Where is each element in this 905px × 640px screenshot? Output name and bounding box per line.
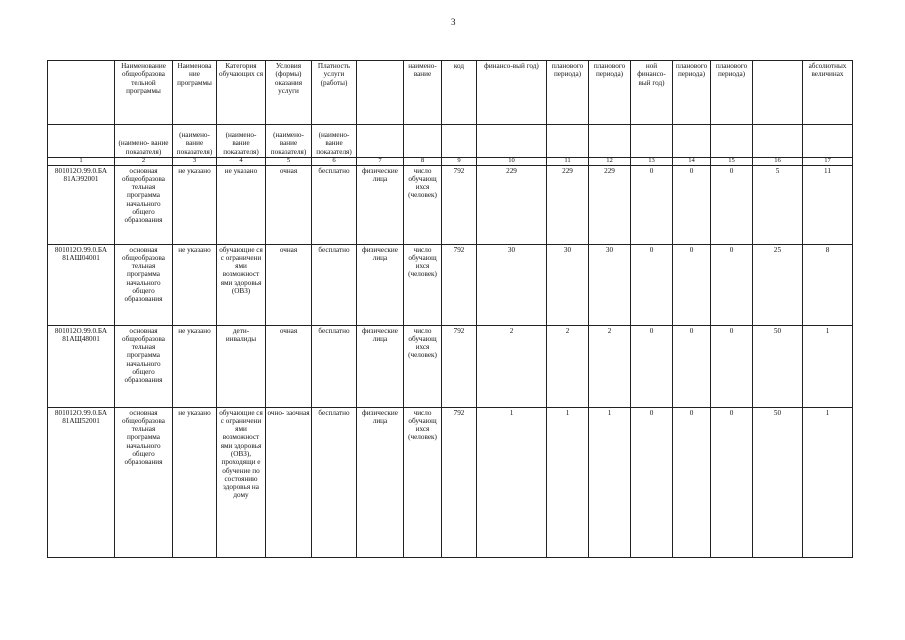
table-cell: 0 bbox=[711, 165, 753, 244]
header-cell: Категория обучающих ся bbox=[217, 61, 266, 125]
column-number: 7 bbox=[357, 158, 404, 166]
column-number: 2 bbox=[115, 158, 173, 166]
table-row bbox=[48, 244, 853, 325]
table-cell: очная bbox=[266, 244, 312, 325]
table-cell: 792 bbox=[442, 407, 477, 557]
table-cell: 50 bbox=[753, 407, 803, 557]
column-number: 10 bbox=[477, 158, 547, 166]
table-cell: основная общеобразова тельная программа начального общего образования bbox=[115, 325, 173, 407]
header-cell bbox=[631, 125, 673, 158]
table-cell: обучающие ся с ограничени ями возможност ями здоровья (ОВЗ), проходящи е обучение по состоянию здоровья на дому bbox=[217, 407, 266, 557]
table-cell: 0 bbox=[711, 407, 753, 557]
table-cell: 25 bbox=[753, 244, 803, 325]
column-number: 16 bbox=[753, 158, 803, 166]
table-cell: основная общеобразова тельная программа начального общего образования bbox=[115, 407, 173, 557]
column-number: 3 bbox=[173, 158, 217, 166]
header-cell bbox=[442, 125, 477, 158]
header-cell: наимено- вание bbox=[404, 61, 442, 125]
table-cell: бесплатно bbox=[312, 325, 357, 407]
table-cell: очная bbox=[266, 165, 312, 244]
table-cell: 5 bbox=[753, 165, 803, 244]
table-cell: число обучающ ихся (человек) bbox=[404, 244, 442, 325]
table-cell: число обучающ ихся (человек) bbox=[404, 165, 442, 244]
table-cell: 8 bbox=[803, 244, 853, 325]
header-cell bbox=[357, 61, 404, 125]
registry-number-cell: 801012О.99.0.БА 81АШ04001 bbox=[48, 244, 115, 325]
header-cell: планового периода) bbox=[711, 61, 753, 125]
table-cell: 0 bbox=[673, 165, 711, 244]
table-cell: не указано bbox=[173, 407, 217, 557]
column-number: 17 bbox=[803, 158, 853, 166]
table-cell: дети- инвалиды bbox=[217, 325, 266, 407]
table-cell: 792 bbox=[442, 325, 477, 407]
column-number-row bbox=[48, 158, 853, 166]
header-cell bbox=[48, 125, 115, 158]
table-cell: 1 bbox=[547, 407, 589, 557]
table-cell: 0 bbox=[631, 325, 673, 407]
table-cell: основная общеобразова тельная программа начального общего образования bbox=[115, 244, 173, 325]
header-cell bbox=[404, 125, 442, 158]
header-cell: планового периода) bbox=[589, 61, 631, 125]
page-number: 3 bbox=[451, 17, 456, 27]
column-number: 4 bbox=[217, 158, 266, 166]
table-cell: 1 bbox=[477, 407, 547, 557]
column-number: 9 bbox=[442, 158, 477, 166]
header-cell: Платность услуги (работы) bbox=[312, 61, 357, 125]
table-cell: 0 bbox=[673, 244, 711, 325]
header-cell: (наимено- вание показателя) bbox=[115, 125, 173, 158]
table-cell: 30 bbox=[477, 244, 547, 325]
table-cell: физические лица bbox=[357, 165, 404, 244]
header-cell: абсолютных величинах bbox=[803, 61, 853, 125]
header-cell bbox=[48, 61, 115, 125]
header-cell: Наименова ние программы bbox=[173, 61, 217, 125]
header-cell: Условия (формы) оказания услуги bbox=[266, 61, 312, 125]
header-cell: финансо-вый год) bbox=[477, 61, 547, 125]
header-cell: (наимено- вание показателя) bbox=[266, 125, 312, 158]
table-cell: 792 bbox=[442, 165, 477, 244]
table-cell: обучающие ся с ограничени ями возможност ями здоровья (ОВЗ) bbox=[217, 244, 266, 325]
header-cell bbox=[803, 125, 853, 158]
header-cell: Наименование общеобразова тельной программы bbox=[115, 61, 173, 125]
column-number: 13 bbox=[631, 158, 673, 166]
table-cell: не указано bbox=[173, 325, 217, 407]
table-cell: 2 bbox=[589, 325, 631, 407]
header-cell: планового периода) bbox=[673, 61, 711, 125]
service-quality-table bbox=[47, 60, 853, 558]
table-cell: 2 bbox=[477, 325, 547, 407]
table-cell: 229 bbox=[547, 165, 589, 244]
table-row bbox=[48, 407, 853, 557]
header-cell bbox=[753, 61, 803, 125]
column-number: 14 bbox=[673, 158, 711, 166]
table-cell: 1 bbox=[589, 407, 631, 557]
header-cell bbox=[547, 125, 589, 158]
column-number: 5 bbox=[266, 158, 312, 166]
header-cell: планового периода) bbox=[547, 61, 589, 125]
table-cell: физические лица bbox=[357, 407, 404, 557]
table-cell: 0 bbox=[711, 244, 753, 325]
table-cell: 792 bbox=[442, 244, 477, 325]
table-cell: не указано bbox=[173, 165, 217, 244]
table-cell: 229 bbox=[589, 165, 631, 244]
column-number: 6 bbox=[312, 158, 357, 166]
column-number: 1 bbox=[48, 158, 115, 166]
table-cell: физические лица bbox=[357, 325, 404, 407]
table-row bbox=[48, 325, 853, 407]
table-cell: очно- заочная bbox=[266, 407, 312, 557]
table-cell: 0 bbox=[631, 407, 673, 557]
table-cell: бесплатно bbox=[312, 165, 357, 244]
header-cell: (наимено- вание показателя) bbox=[312, 125, 357, 158]
table-cell: бесплатно bbox=[312, 244, 357, 325]
table-cell: 229 bbox=[477, 165, 547, 244]
registry-number-cell: 801012О.99.0.БА 81АЩ48001 bbox=[48, 325, 115, 407]
table-cell: 50 bbox=[753, 325, 803, 407]
table-row bbox=[48, 165, 853, 244]
table-cell: бесплатно bbox=[312, 407, 357, 557]
table-cell: 0 bbox=[631, 244, 673, 325]
table-cell: 30 bbox=[589, 244, 631, 325]
header-cell bbox=[753, 125, 803, 158]
column-number: 15 bbox=[711, 158, 753, 166]
header-cell: (наимено- вание показателя) bbox=[173, 125, 217, 158]
header-row-titles bbox=[48, 61, 853, 125]
header-row-indicator-names bbox=[48, 125, 853, 158]
column-number: 8 bbox=[404, 158, 442, 166]
table-cell: число обучающ ихся (человек) bbox=[404, 407, 442, 557]
column-number: 12 bbox=[589, 158, 631, 166]
header-cell bbox=[673, 125, 711, 158]
column-number: 11 bbox=[547, 158, 589, 166]
table-cell: не указано bbox=[173, 244, 217, 325]
table-cell: 0 bbox=[631, 165, 673, 244]
table-cell: основная общеобразова тельная программа начального общего образования bbox=[115, 165, 173, 244]
table-cell: 0 bbox=[711, 325, 753, 407]
table-cell: 30 bbox=[547, 244, 589, 325]
table-cell: 11 bbox=[803, 165, 853, 244]
table-cell: 1 bbox=[803, 325, 853, 407]
registry-number-cell: 801012О.99.0.БА 81АШ52001 bbox=[48, 407, 115, 557]
table-cell: очная bbox=[266, 325, 312, 407]
registry-number-cell: 801012О.99.0.БА 81АЭ92001 bbox=[48, 165, 115, 244]
table-cell: физические лица bbox=[357, 244, 404, 325]
table-cell: число обучающ ихся (человек) bbox=[404, 325, 442, 407]
table-cell: 2 bbox=[547, 325, 589, 407]
table-cell: не указано bbox=[217, 165, 266, 244]
table-cell: 0 bbox=[673, 407, 711, 557]
header-cell bbox=[589, 125, 631, 158]
header-cell bbox=[711, 125, 753, 158]
header-cell: (наимено- вание показателя) bbox=[217, 125, 266, 158]
table-cell: 1 bbox=[803, 407, 853, 557]
header-cell bbox=[357, 125, 404, 158]
header-cell: ной финансо- вый год) bbox=[631, 61, 673, 125]
header-cell: код bbox=[442, 61, 477, 125]
header-cell bbox=[477, 125, 547, 158]
table-cell: 0 bbox=[673, 325, 711, 407]
